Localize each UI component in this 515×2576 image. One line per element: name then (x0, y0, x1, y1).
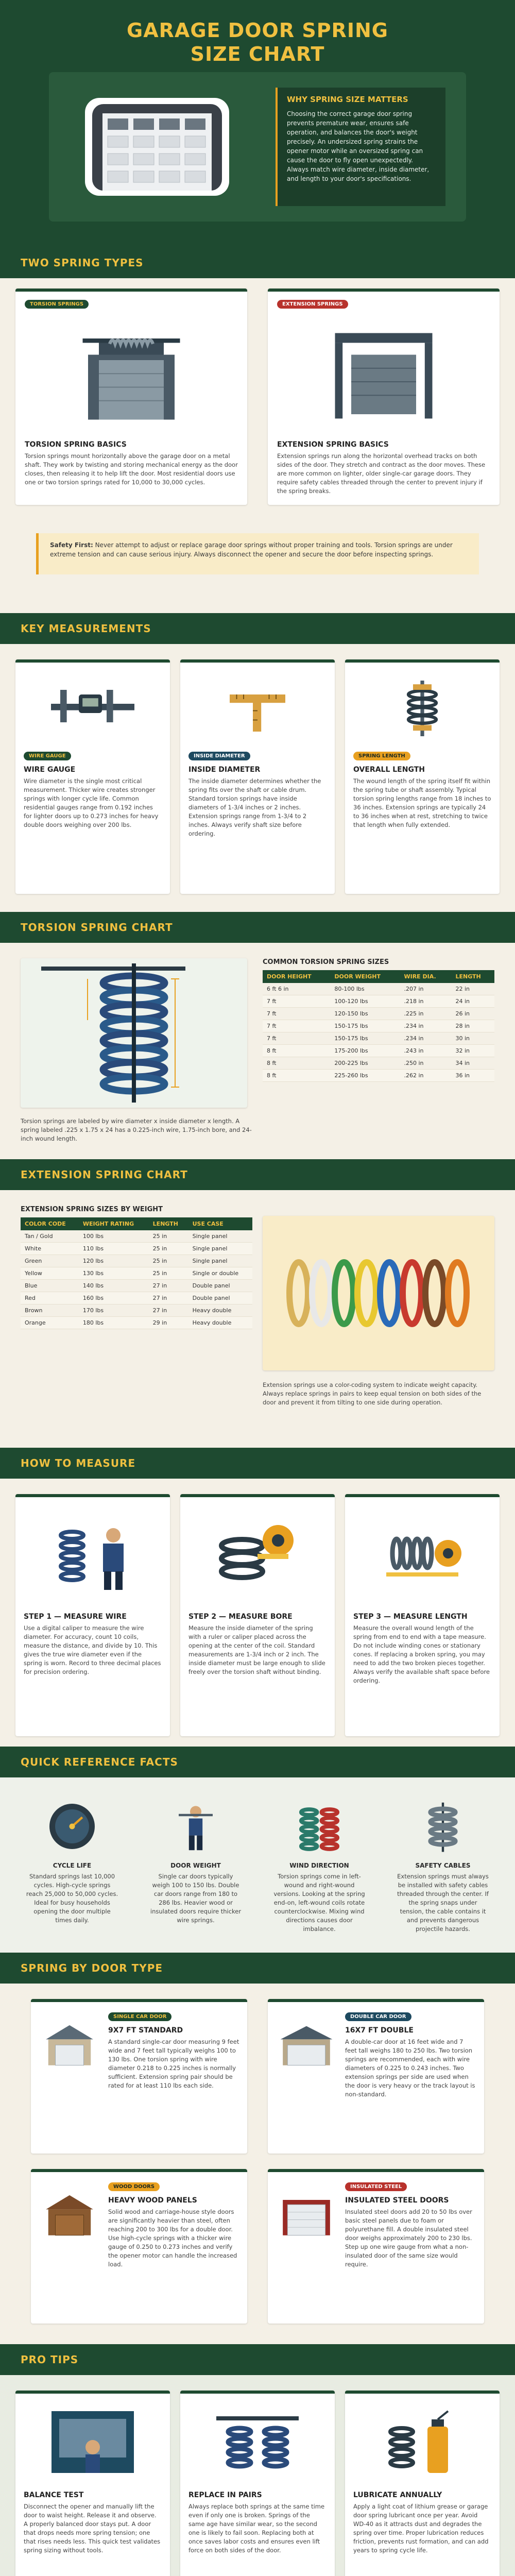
how-to-measure-section (0, 1479, 515, 1747)
caliper-icon (46, 680, 139, 737)
table-row (21, 1317, 252, 1329)
section-heading-measurements (0, 613, 515, 644)
fact-wind-direction (273, 1798, 366, 1934)
fact-safety-cables (397, 1798, 489, 1934)
pro-tips-heading: PRO TIPS (21, 2353, 79, 2366)
table-cell: 7 ft (263, 1008, 330, 1020)
torsion-tag: TORSION SPRINGS (25, 300, 89, 309)
section-heading-types (0, 247, 515, 278)
table-cell: Red (21, 1292, 79, 1304)
spring-length-tag: SPRING LENGTH (353, 752, 410, 760)
measure-card-diameter (180, 659, 335, 894)
table-cell: 150-175 lbs (330, 1032, 400, 1045)
step-3-text: Measure the overall wound length of the spring from end to end with a tape measure. Do not include winding cones or stationary cones. If replacing a broken spring, you may need to add the two broken pieces together. Always verify the available shaft space before ordering. (353, 1624, 490, 1684)
col-use-case: USE CASE (188, 1217, 252, 1230)
replace-pairs-text: Always replace both springs at the same time even if only one is broken. Springs of the same age have similar wear, so the second one is likely to fail soon. Replacing both at once saves labor costs and ensures even lift force on both sides of the door. (188, 2503, 325, 2554)
why-size-matters-text: Choosing the correct garage door spring prevents premature wear, ensures safe operation, and balances the door's weight precisely. An undersized spring strains the opener motor while an oversized spring can cause the door to fly open unexpectedly. Always match wire diameter, inside diameter, and length to your door's specifications. (287, 110, 430, 182)
door-card-wood (31, 2169, 247, 2324)
torsion-card (15, 289, 247, 505)
door-card-insulated (268, 2169, 484, 2324)
fact-safety-cables-title: SAFETY CABLES (415, 1862, 471, 1869)
twin-springs-icon (291, 1798, 348, 1855)
gauge-icon (44, 1798, 100, 1855)
step-1-text: Use a digital caliper to measure the wire diameter. For accuracy, count 10 coils, measure the distance, and divide by 10. This gives the true wire diameter even if the spring is worn. Record to three decimal places for precision ordering. (24, 1624, 161, 1675)
table-cell: 8 ft (263, 1045, 330, 1057)
table-cell: White (21, 1243, 79, 1255)
table-cell: .234 in (400, 1032, 451, 1045)
table-cell: 27 in (149, 1304, 188, 1317)
table-cell: Heavy double (188, 1317, 252, 1329)
hero-panel (49, 72, 466, 222)
torsion-chart-heading: TORSION SPRING CHART (21, 921, 173, 934)
table-row (21, 1280, 252, 1292)
table-cell: Brown (21, 1304, 79, 1317)
torsion-table-wrap (263, 958, 494, 1082)
table-row (263, 983, 494, 995)
wire-gauge-title: WIRE GAUGE (24, 766, 76, 774)
tip-card-pairs (180, 2391, 335, 2576)
color-spring-ring (425, 1262, 444, 1324)
extension-card (268, 289, 500, 505)
table-cell: 130 lbs (79, 1267, 149, 1280)
measure-card-length (345, 659, 500, 894)
why-size-matters-box (276, 88, 445, 206)
section-heading-how-to-measure (0, 1448, 515, 1479)
color-spring-ring (289, 1262, 308, 1324)
table-cell: Single panel (188, 1230, 252, 1243)
table-cell: 29 in (149, 1317, 188, 1329)
table-cell: 7 ft (263, 1020, 330, 1032)
table-row (263, 1008, 494, 1020)
table-cell: .250 in (400, 1057, 451, 1070)
facts-heading: QUICK REFERENCE FACTS (21, 1756, 178, 1768)
col-door-weight: DOOR WEIGHT (330, 970, 400, 983)
step-1-title: STEP 1 — MEASURE WIRE (24, 1613, 127, 1621)
table-cell: 225-260 lbs (330, 1070, 400, 1082)
door-type-heading: SPRING BY DOOR TYPE (21, 1962, 163, 1974)
section-heading-torsion-chart (0, 912, 515, 943)
hero-header (0, 0, 515, 247)
table-cell: 25 in (149, 1230, 188, 1243)
extension-caption: Extension springs use a color-coding system to indicate weight capacity. Always replace springs in pairs to keep equal tension on both sides of the door and prevent it from tilting to one side during operation. (263, 1381, 482, 1406)
spring-coil-icon (376, 680, 469, 737)
step-card-2 (180, 1494, 335, 1736)
double-garage-icon (278, 2020, 335, 2069)
table-cell: .234 in (400, 1020, 451, 1032)
table-cell: 100 lbs (79, 1230, 149, 1243)
table-cell: .207 in (400, 983, 451, 995)
fact-safety-cables-text: Extension springs must always be installed with safety cables threaded through the center. If the spring snaps under tension, the cable contains it and prevents dangerous projectile hazards. (397, 1873, 489, 1933)
table-cell: 25 in (149, 1267, 188, 1280)
color-ring-springs (263, 1216, 494, 1370)
lubricant-can-icon (371, 2406, 474, 2478)
insulated-steel-tag: INSULATED STEEL (345, 2182, 407, 2191)
table-cell: 25 in (149, 1255, 188, 1267)
table-cell: 6 ft 6 in (263, 983, 330, 995)
table-cell: 120-150 lbs (330, 1008, 400, 1020)
table-cell: Green (21, 1255, 79, 1267)
fact-cycle-life (26, 1798, 118, 1925)
section-heading-door-type (0, 1953, 515, 1984)
table-cell: 160 lbs (79, 1292, 149, 1304)
wire-gauge-text: Wire diameter is the single most critical measurement. Thicker wire creates stronger springs with longer cycle life. Common residential gauges range from 0.192 inches for lighter doors up to 0.273 inches for heavy double doors weighing over 200 lbs. (24, 777, 159, 828)
balance-test-title: BALANCE TEST (24, 2491, 84, 2499)
table-cell: 28 in (451, 1020, 494, 1032)
inside-diameter-tag: INSIDE DIAMETER (188, 752, 250, 760)
table-cell: 27 in (149, 1292, 188, 1304)
torsion-table (263, 970, 494, 1082)
torsion-table-title: COMMON TORSION SPRING SIZES (263, 958, 389, 966)
table-cell: Orange (21, 1317, 79, 1329)
extension-table-title: EXTENSION SPRING SIZES BY WEIGHT (21, 1206, 163, 1213)
measurements-section (0, 644, 515, 912)
measure-card-wire (15, 659, 170, 894)
torsion-chart-section (0, 943, 515, 1159)
table-row (263, 1070, 494, 1082)
table-cell: .225 in (400, 1008, 451, 1020)
table-cell: 100-120 lbs (330, 995, 400, 1008)
overall-length-title: OVERALL LENGTH (353, 766, 425, 774)
types-heading: TWO SPRING TYPES (21, 257, 144, 269)
torsion-dimension-illustration (21, 958, 247, 1108)
table-cell: 170 lbs (79, 1304, 149, 1317)
table-row (263, 995, 494, 1008)
tape-measure-icon (206, 1515, 309, 1592)
torsion-spring-diagram (21, 958, 247, 1108)
wire-gauge-tag: WIRE GAUGE (24, 752, 71, 760)
torsion-text: Torsion springs mount horizontally above the garage door on a metal shaft. They work by twisting and storing mechanical energy as the door closes, then releasing it to help lift the door. Most residential doors use one or two torsion springs rated for 10,000 to 30,000 cycles. (25, 452, 238, 486)
technician-wire-icon (41, 1515, 144, 1592)
section-heading-facts (0, 1747, 515, 1777)
extension-chart-heading: EXTENSION SPRING CHART (21, 1168, 188, 1181)
lubricate-text: Apply a light coat of lithium grease or garage door spring lubricant once per year. Avoid WD-40 as it attracts dust and degrades the spring over time. Proper lubrication reduces friction, prevents rust formation, and can add years to spring cycle life. (353, 2503, 489, 2554)
table-cell: 7 ft (263, 1032, 330, 1045)
table-cell: 32 in (451, 1045, 494, 1057)
extension-table-wrap (21, 1206, 252, 1329)
torsion-spring-icon (77, 319, 185, 422)
single-car-title: 9X7 FT STANDARD (108, 2026, 183, 2035)
worker-icon (167, 1798, 224, 1855)
double-car-text: A double-car door at 16 feet wide and 7 feet tall weighs 180 to 250 lbs. Two torsion springs are recommended, each with wire diameters of 0.225 to 0.243 inches. Two extension springs per side are used when the door is very heavy or the track layout is non-standard. (345, 2038, 475, 2098)
table-row (263, 1057, 494, 1070)
color-spring-ring (312, 1262, 331, 1324)
tip-card-balance (15, 2391, 170, 2576)
table-cell: 22 in (451, 983, 494, 995)
table-row (21, 1243, 252, 1255)
garage-door-illustration (80, 93, 234, 201)
table-cell: 110 lbs (79, 1243, 149, 1255)
wood-doors-text: Solid wood and carriage-house style doors are significantly heavier than steel, often reaching 200 to 300 lbs for a double door. Use high-cycle springs with a thicker wire gauge of 0.250 to 0.273 inches and verify the opener motor can handle the increased load. (108, 2208, 237, 2268)
table-cell: 180 lbs (79, 1317, 149, 1329)
door-type-section (0, 1984, 515, 2344)
col-door-height: DOOR HEIGHT (263, 970, 330, 983)
balance-test-text: Disconnect the opener and manually lift the door to waist height. Release it and observe. A properly balanced door stays put. A door that drops needs more spring tension; one that rises needs less. This quick test validates spring sizing without tools. (24, 2503, 161, 2554)
table-cell: Tan / Gold (21, 1230, 79, 1243)
spring-length-measure-icon (371, 1515, 474, 1592)
inside-diameter-text: The inside diameter determines whether the spring fits over the shaft or cable drum. Standard torsion springs have inside diameters of 1-3/4 inches or 2 inches. Extension springs range from 1-3/4 to 2 inches. Always verify shaft size before ordering. (188, 777, 321, 837)
table-cell: 25 in (149, 1243, 188, 1255)
title-line-1: GARAGE DOOR SPRING (127, 19, 388, 42)
single-garage-icon (41, 2020, 98, 2069)
table-cell: .243 in (400, 1045, 451, 1057)
fact-cycle-life-title: CYCLE LIFE (53, 1862, 92, 1869)
table-cell: 30 in (451, 1032, 494, 1045)
table-row (21, 1304, 252, 1317)
single-car-tag: SINGLE CAR DOOR (108, 2012, 171, 2021)
table-cell: 8 ft (263, 1057, 330, 1070)
table-row (21, 1230, 252, 1243)
table-cell: 24 in (451, 995, 494, 1008)
extension-table (21, 1217, 252, 1329)
wood-door-icon (41, 2190, 98, 2239)
table-cell: Heavy double (188, 1304, 252, 1317)
table-cell: 7 ft (263, 995, 330, 1008)
insulated-steel-text: Insulated steel doors add 20 to 50 lbs over basic steel panels due to foam or polyurethane fill. A double insulated steel door weighs approximately 200 to 230 lbs. Step up one wire gauge from what a non-insulated door of the same size would require. (345, 2208, 472, 2268)
color-spring-ring (380, 1262, 399, 1324)
inside-diameter-title: INSIDE DIAMETER (188, 766, 261, 774)
extension-chart-section (0, 1190, 515, 1448)
balance-test-icon (41, 2406, 144, 2478)
replace-pairs-title: REPLACE IN PAIRS (188, 2491, 262, 2499)
col-ext-length: LENGTH (149, 1217, 188, 1230)
fact-door-weight-title: DOOR WEIGHT (170, 1862, 221, 1869)
torsion-title: TORSION SPRING BASICS (25, 440, 127, 449)
table-cell: 27 in (149, 1280, 188, 1292)
table-cell: Double panel (188, 1280, 252, 1292)
how-to-measure-heading: HOW TO MEASURE (21, 1457, 136, 1469)
table-cell: Single panel (188, 1255, 252, 1267)
table-cell: 26 in (451, 1008, 494, 1020)
page-title (0, 0, 515, 66)
table-row (263, 1032, 494, 1045)
color-spring-ring (335, 1262, 353, 1324)
color-spring-ring (403, 1262, 421, 1324)
table-row (263, 1045, 494, 1057)
step-card-3 (345, 1494, 500, 1736)
table-row (263, 1020, 494, 1032)
section-heading-extension-chart (0, 1159, 515, 1190)
table-cell: 120 lbs (79, 1255, 149, 1267)
col-length: LENGTH (451, 970, 494, 983)
fact-wind-direction-text: Torsion springs come in left-wound and right-wound versions. Looking at the spring end-on, left-wound coils rotate counterclockwise. Mixing wind directions causes door imbalance. (273, 1873, 365, 1933)
table-cell: 200-225 lbs (330, 1057, 400, 1070)
table-cell: .218 in (400, 995, 451, 1008)
table-row (21, 1255, 252, 1267)
table-row (21, 1292, 252, 1304)
color-spring-ring (448, 1262, 467, 1324)
overall-length-text: The wound length of the spring itself fit within the spring tube or shaft assembly. Typical torsion spring lengths range from 18 inches to 36 inches. Extension springs are typically 24 to 36 inches when at rest, stretching to twice that length when fully extended. (353, 777, 491, 828)
table-cell: 80-100 lbs (330, 983, 400, 995)
measurements-heading: KEY MEASUREMENTS (21, 622, 151, 635)
safety-warning (36, 533, 479, 574)
title-line-2: SIZE CHART (190, 43, 325, 65)
table-cell: Single or double (188, 1267, 252, 1280)
lubricate-title: LUBRICATE ANNUALLY (353, 2491, 442, 2499)
table-cell: 8 ft (263, 1070, 330, 1082)
wood-doors-tag: WOOD DOORS (108, 2182, 160, 2191)
fact-door-weight (149, 1798, 242, 1925)
table-cell: Blue (21, 1280, 79, 1292)
col-weight-rating: WEIGHT RATING (79, 1217, 149, 1230)
table-cell: Single panel (188, 1243, 252, 1255)
fact-cycle-life-text: Standard springs last 10,000 cycles. High-cycle springs reach 25,000 to 50,000 cycles. Ideal for busy households opening the door multiple times daily. (26, 1873, 118, 1924)
double-car-tag: DOUBLE CAR DOOR (345, 2012, 411, 2021)
facts-section (0, 1777, 515, 1953)
color-coded-springs-illustration (263, 1216, 494, 1370)
table-cell: 140 lbs (79, 1280, 149, 1292)
table-cell: Yellow (21, 1267, 79, 1280)
wood-doors-title: HEAVY WOOD PANELS (108, 2196, 197, 2205)
step-card-1 (15, 1494, 170, 1736)
fact-wind-direction-title: WIND DIRECTION (289, 1862, 349, 1869)
double-car-title: 16X7 FT DOUBLE (345, 2026, 414, 2035)
door-card-double (268, 1999, 484, 2154)
ruler-icon (211, 680, 304, 737)
col-color-code: COLOR CODE (21, 1217, 79, 1230)
color-spring-ring (357, 1262, 376, 1324)
insulated-door-icon (278, 2190, 335, 2239)
step-3-title: STEP 3 — MEASURE LENGTH (353, 1613, 468, 1621)
pro-tips-section (0, 2375, 515, 2576)
extension-title: EXTENSION SPRING BASICS (277, 440, 389, 449)
safety-warning-label: Safety First: (50, 541, 93, 549)
tip-card-lubricate (345, 2391, 500, 2576)
extension-text: Extension springs run along the horizontal overhead tracks on both sides of the door. They stretch and contract as the door moves. These are more common on lighter, older single-car garage doors. They require safety cables threaded through the center to prevent injury if the spring breaks. (277, 452, 486, 495)
door-card-single (31, 1999, 247, 2154)
step-2-text: Measure the inside diameter of the spring with a ruler or caliper placed across the opening at the center of the coil. Standard measurements are 1-3/4 inch or 2 inch. The inside diameter must be large enough to slide freely over the torsion shaft without binding. (188, 1624, 325, 1675)
table-row (21, 1267, 252, 1280)
table-cell: 34 in (451, 1057, 494, 1070)
spring-pair-icon (206, 2406, 309, 2478)
table-cell: Double panel (188, 1292, 252, 1304)
table-cell: 150-175 lbs (330, 1020, 400, 1032)
spring-types-section (0, 278, 515, 613)
section-heading-pro-tips (0, 2344, 515, 2375)
col-wire-dia: WIRE DIA. (400, 970, 451, 983)
why-size-matters-title: WHY SPRING SIZE MATTERS (287, 95, 408, 104)
single-car-text: A standard single-car door measuring 9 feet wide and 7 feet tall typically weighs 100 to 130 lbs. One torsion spring with wire diameter 0.218 to 0.225 inches is normally sufficient. Extension spring pair should be rated for at least 110 lbs each side. (108, 2038, 239, 2089)
safety-warning-text: Never attempt to adjust or replace garage door springs without proper training and tools. Torsion springs are under extreme tension and can cause serious injury. Always disconnect the opener and secure the door before inspecting springs. (50, 541, 453, 558)
extension-tag: EXTENSION SPRINGS (277, 300, 348, 309)
extension-spring-icon (330, 319, 438, 422)
insulated-steel-title: INSULATED STEEL DOORS (345, 2196, 449, 2205)
table-cell: .262 in (400, 1070, 451, 1082)
step-2-title: STEP 2 — MEASURE BORE (188, 1613, 293, 1621)
table-cell: 36 in (451, 1070, 494, 1082)
torsion-caption: Torsion springs are labeled by wire diameter x inside diameter x length. A spring labeled .225 x 1.75 x 24 has a 0.225-inch wire, 1.75-inch bore, and 24-inch wound length. (21, 1117, 252, 1142)
fact-door-weight-text: Single car doors typically weigh 100 to 150 lbs. Double car doors range from 180 to 286 lbs. Heavier wood or insulated doors require thicker wire springs. (150, 1873, 242, 1924)
table-cell: 175-200 lbs (330, 1045, 400, 1057)
cable-spring-icon (415, 1798, 471, 1855)
